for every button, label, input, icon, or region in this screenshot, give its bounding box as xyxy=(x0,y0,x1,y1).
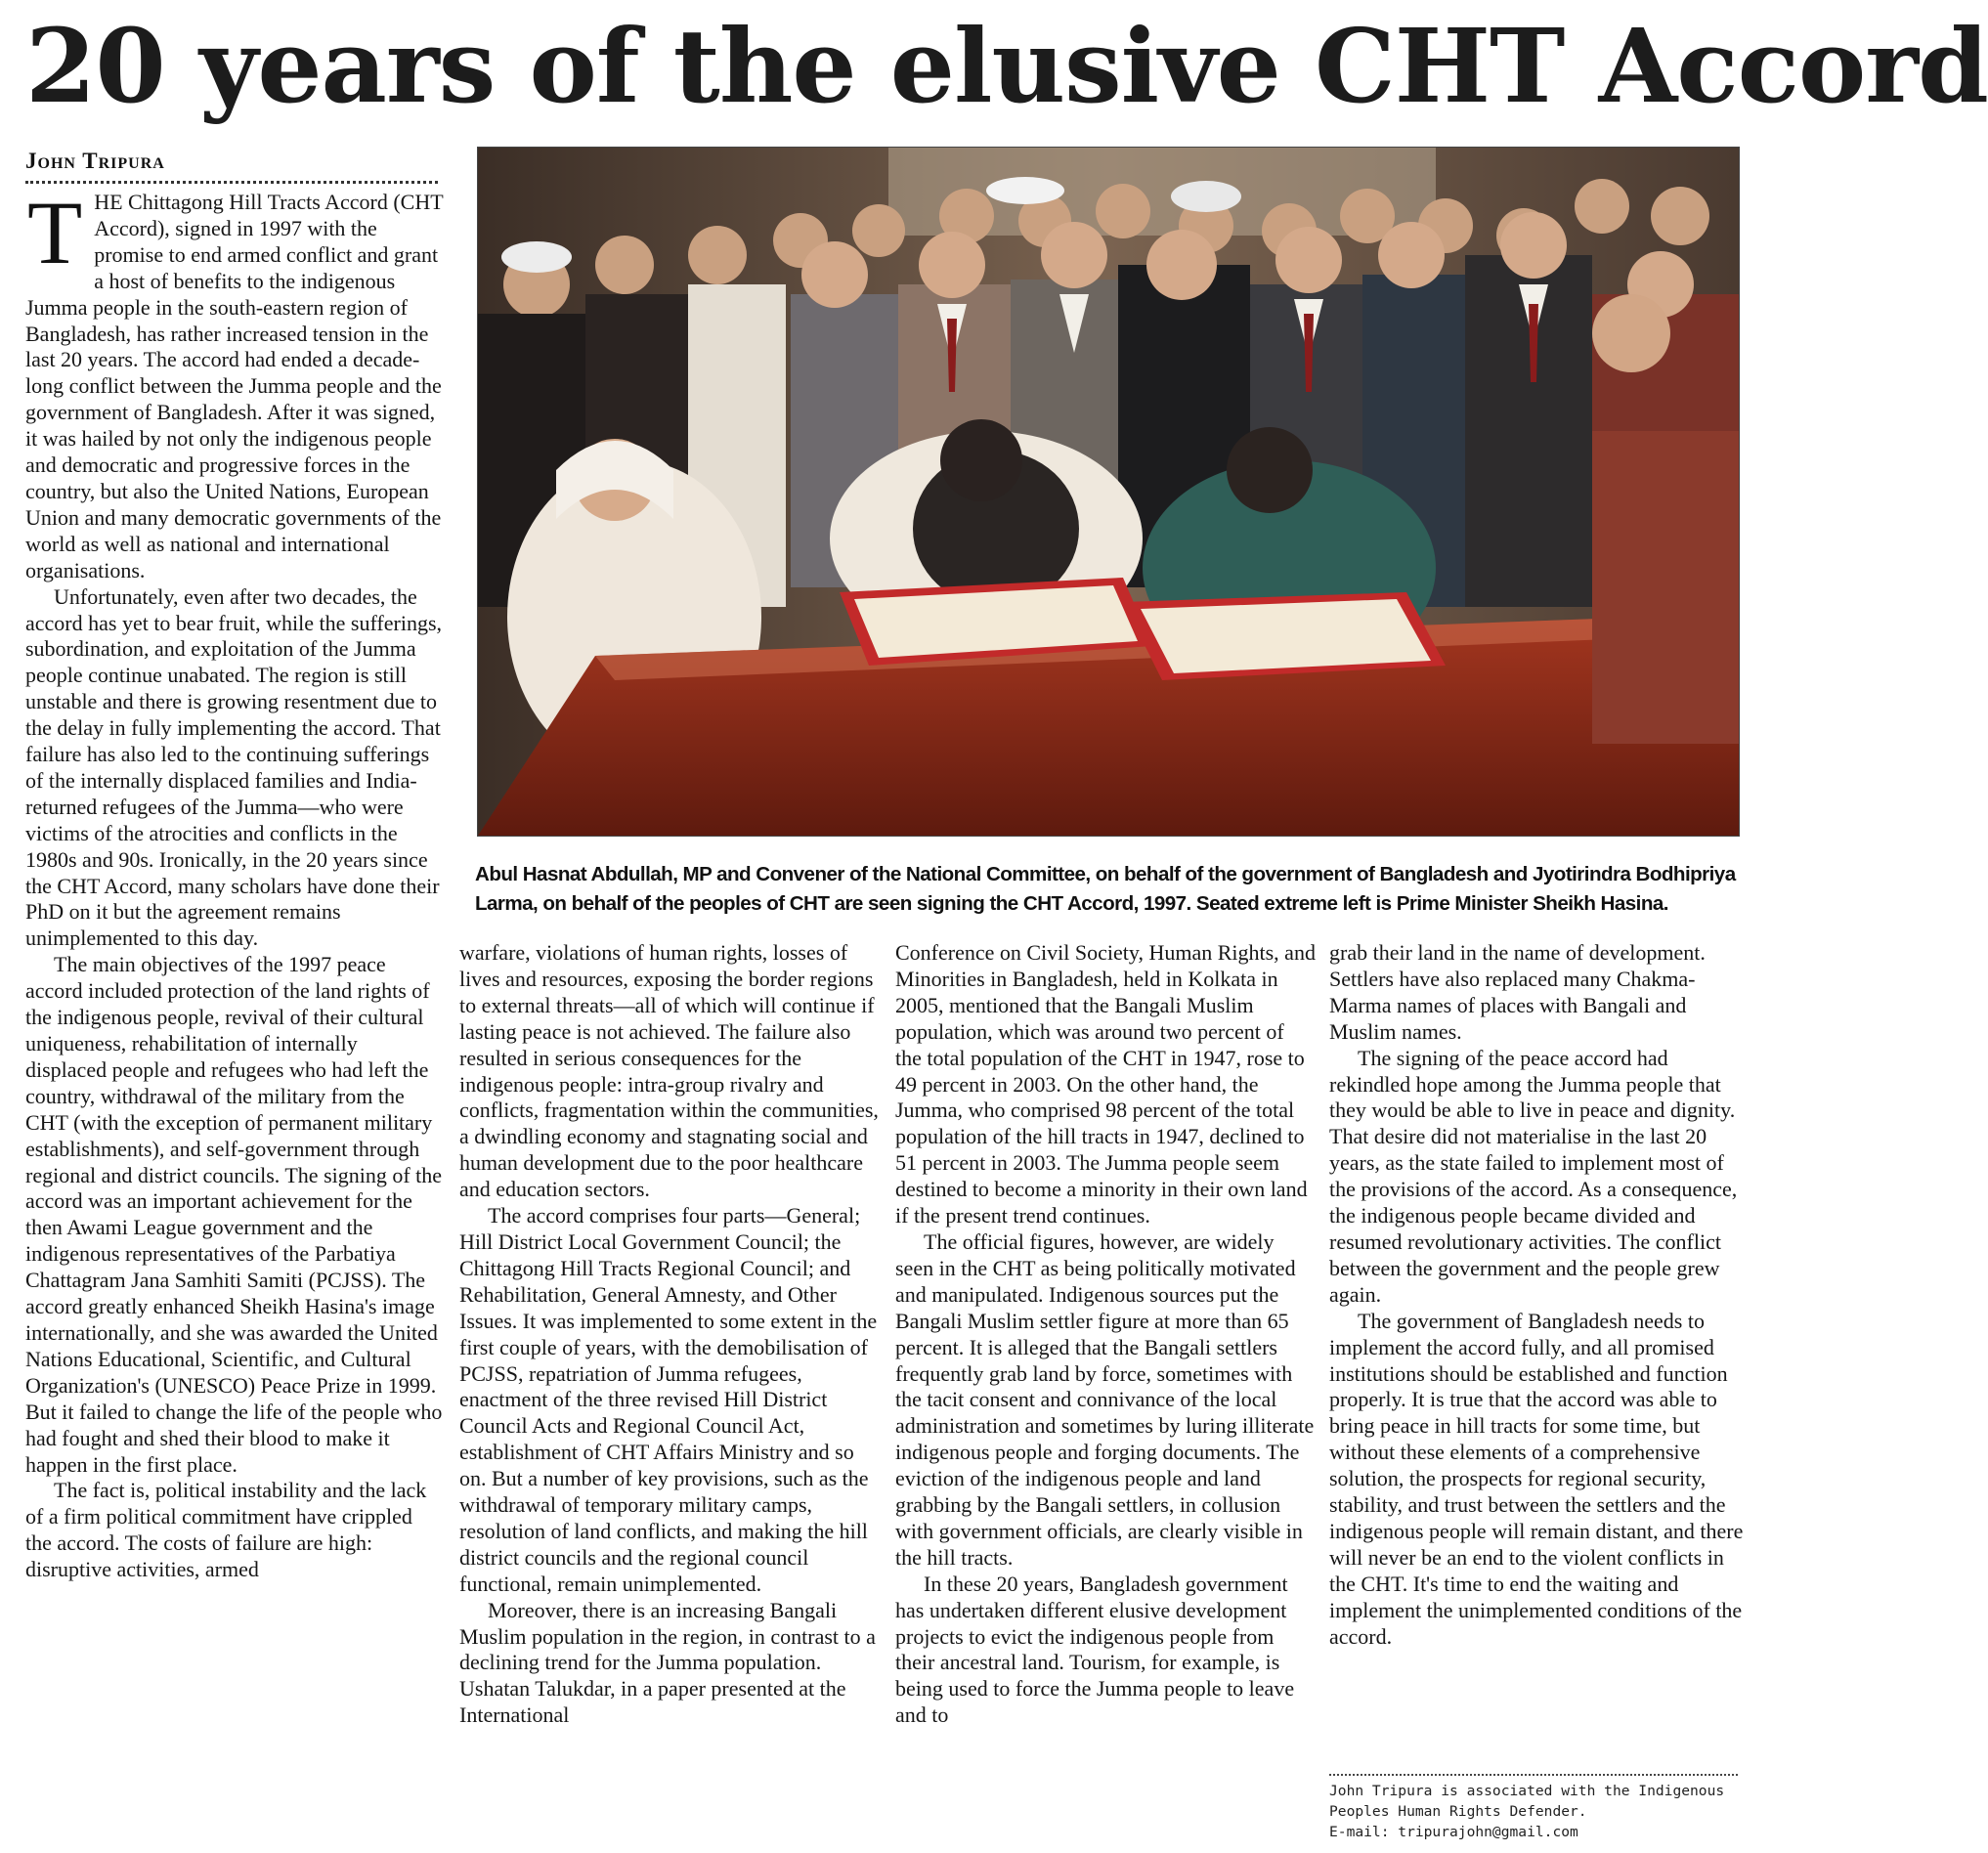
article-photo xyxy=(477,147,1740,837)
author-footnote xyxy=(1329,1781,1740,1842)
paragraph: In these 20 years, Bangladesh government has undertaken different elusive development projects to evict the indigenous people from their ancestral land. Tourism, for example, is being used to force the Jumma people to leave and to xyxy=(895,1571,1295,1728)
photo-illustration xyxy=(478,148,1739,836)
paragraph: The official figures, however, are widely seen in the CHT as being politically motivated and manipulated. Indigenous sources put the Bangali Muslim settler figure at more than 65 percent. It is alleged that the Bangali settlers frequently grab land by force, sometimes with the tacit consent and connivance of the local administration and sometimes by luring illiterate indigenous people and forging documents. The eviction of the indigenous people and land grabbing by the Bangali settlers, in collusion with government officials, are clearly visible in the hill tracts. xyxy=(895,1228,1315,1570)
photo-caption: Abul Hasnat Abdullah, MP and Convener of the National Committee, on behalf of the government of Bangladesh and Jyotirindra Bodhipriya Larma, on behalf of the peoples of CHT are seen signing the CHT Accord, 1997. Seated extreme left is Prime Minister Sheikh Hasina. xyxy=(475,863,1736,915)
paragraph: Moreover, there is an increasing Bangali Muslim population in the region, in contrast to a declining trend for the Jumma population. Ushatan Talukdar, in a paper presented at the International xyxy=(459,1597,876,1728)
footnote-divider xyxy=(1329,1774,1738,1776)
footnote-email: E-mail: tripurajohn@gmail.com xyxy=(1329,1824,1578,1840)
paragraph: grab their land in the name of development. Settlers have also replaced many Chakma-Marma names of places with Bangali and Muslim names. xyxy=(1329,940,1706,1044)
footnote-line: John Tripura is associated with the Indigenous xyxy=(1329,1783,1725,1799)
paragraph: warfare, violations of human rights, losses of lives and resources, exposing the border regions to external threats—all of which will continue if lasting peace is not achieved. The failure also resulted in serious consequences for the indigenous people: intra-group rivalry and conflicts, fragmentation within the communities, a dwindling economy and stagnating social and human development due to the poor healthcare and education sectors. xyxy=(459,940,879,1202)
paragraph: The fact is, political instability and the lack of a firm political commitment have crippled the accord. The costs of failure are high: disruptive activities, armed xyxy=(25,1478,427,1582)
article-column-4 xyxy=(1329,940,1744,1650)
drop-cap: T xyxy=(27,183,83,282)
footnote-line: Peoples Human Rights Defender. xyxy=(1329,1803,1587,1820)
paragraph: The main objectives of the 1997 peace accord included protection of the land rights of the indigenous people, revival of their cultural uniqueness, rehabilitation of internally displaced people and refugees who had left the country, withdrawal of the military from the CHT (with the exception of permanent military establishments), and self-government through regional and district councils. The signing of the accord was an important achievement for the then Awami League government and the indigenous representatives of the Parbatiya Chattagram Jana Samhiti Samiti (PCJSS). The accord greatly enhanced Sheikh Hasina's image internationally, and she was awarded the United Nations Educational, Scientific, and Cultural Organization's (UNESCO) Peace Prize in 1999. But it failed to change the life of the people who had fought and shed their blood to make it happen in the first place. xyxy=(25,952,443,1477)
byline: John Tripura xyxy=(25,149,165,173)
paragraph: The accord comprises four parts—General; Hill District Local Government Council; the Chittagong Hill Tracts Regional Council; and Rehabilitation, General Amnesty, and Other Issues. It was implemented to some extent in the first couple of years, with the demobilisation of PCJSS, repatriation of Jumma refugees, enactment of the three revised Hill District Council Acts and Regional Council Act, establishment of CHT Affairs Ministry and so on. But a number of key provisions, such as the withdrawal of temporary military camps, resolution of land conflicts, and making the hill district councils and the regional council functional, remain unimplemented. xyxy=(459,1203,878,1596)
paragraph: Conference on Civil Society, Human Rights, and Minorities in Bangladesh, held in Kolkata in 2005, mentioned that the Bangali Muslim population, which was around two percent of the total population of the CHT in 1947, rose to 49 percent in 2003. On the other hand, the Jumma, who comprised 98 percent of the total population of the hill tracts in 1947, declined to 51 percent in 2003. The Jumma people seem destined to become a minority in their own land if the present trend continues. xyxy=(895,940,1316,1228)
headline: 20 years of the elusive CHT Accord xyxy=(25,6,1988,126)
paragraph: The signing of the peace accord had rekindled hope among the Jumma people that they would be able to live in peace and dignity. That desire did not materialise in the last 20 years, as the state failed to implement most of the provisions of the accord. As a consequence, the indigenous people became divided and resumed revolutionary activities. The conflict between the government and the people grew again. xyxy=(1329,1045,1738,1307)
paragraph: The government of Bangladesh needs to implement the accord fully, and all promised institutions should be established and function properly. It is true that the accord was able to bring peace in hill tracts for some time, but without these elements of a comprehensive solution, the prospects for regional security, stability, and trust between the settlers and the indigenous people will remain distant, and there will never be an end to the violent conflicts in the CHT. It's time to end the waiting and implement the unimplemented conditions of the accord. xyxy=(1329,1308,1744,1649)
paragraph: HE Chittagong Hill Tracts Accord (CHT Accord), signed in 1997 with the promise to end armed conflict and grant a host of benefits to the indigenous Jumma people in the south-eastern region of Bangladesh, has rather increased tension in the last 20 years. The accord had ended a decade-long conflict between the Jumma people and the government of Bangladesh. After it was signed, it was hailed by not only the indigenous people and democratic and progressive forces in the country, but also the United Nations, European Union and many democratic governments of the world as well as national and international organisations. xyxy=(25,190,444,582)
byline-divider xyxy=(25,181,438,184)
article-column-1 xyxy=(25,183,444,1583)
paragraph: Unfortunately, even after two decades, the accord has yet to bear fruit, while the sufferings, subordination, and exploitation of the Jumma people continue unabated. The region is still unstable and there is growing resentment due to the delay in fully implementing the accord. That failure has also led to the continuing sufferings of the internally displaced families and India-returned refugees of the Jumma—who were victims of the atrocities and conflicts in the 1980s and 90s. Ironically, in the 20 years since the CHT Accord, many scholars have done their PhD on it but the agreement remains unimplemented to this day. xyxy=(25,583,443,951)
article-column-2 xyxy=(459,940,880,1729)
article-column-3 xyxy=(895,940,1316,1729)
